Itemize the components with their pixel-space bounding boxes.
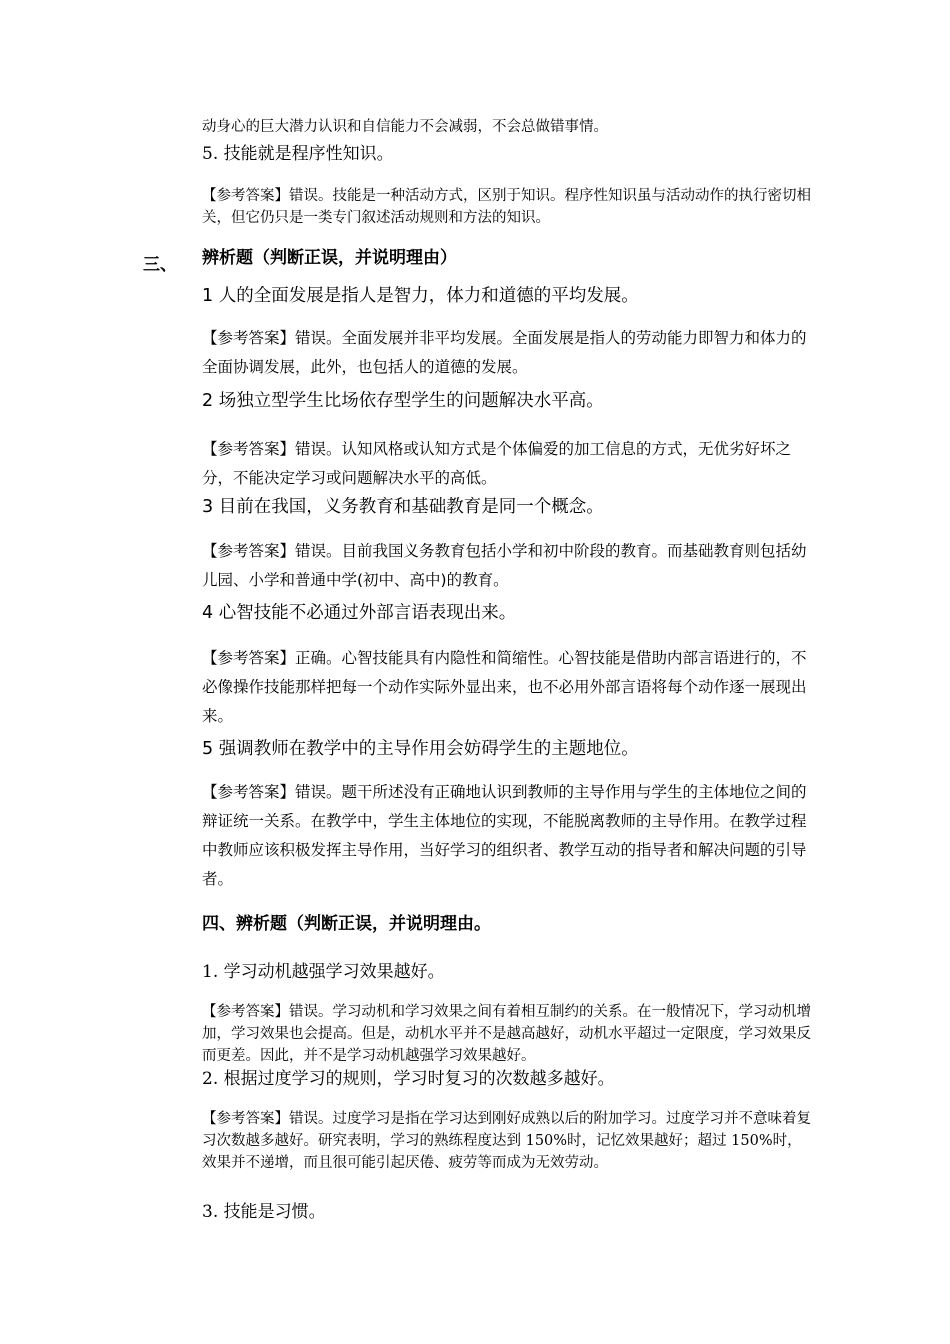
s3-question-2: 2 场独立型学生比场依存型学生的问题解决水平高。 [202,391,604,411]
section-4-title: 四、辨析题（判断正误，并说明理由。 [202,914,491,934]
s3-answer-1: 【参考答案】错误。全面发展并非平均发展。全面发展是指人的劳动能力即智力和体力的全面协调发展，此外，也包括人的道德的发展。 [202,329,807,376]
s4-question-2: 2. 根据过度学习的规则，学习时复习的次数越多越好。 [202,1069,615,1089]
continued-fragment: 动身心的巨大潜力认识和自信能力不会减弱，不会总做错事情。 [202,119,608,135]
section-3-title: 辨析题（判断正误，并说明理由） [202,248,457,268]
s4-question-3: 3. 技能是习惯。 [202,1202,326,1222]
section-3-number: 三、 [143,255,177,275]
s4-answer-1: 【参考答案】错误。学习动机和学习效果之间有着相互制约的关系。在一般情况下，学习动机增加，学习效果也会提高。但是，动机水平并不是越高越好，动机水平超过一定限度，学习效果反而更差。因此，并不是学习动机越强学习效果越好。 [202,1004,811,1064]
s3-answer-5: 【参考答案】错误。题干所述没有正确地认识到教师的主导作用与学生的主体地位之间的辩证统一关系。在教学中，学生主体地位的实现，不能脱离教师的主导作用。在教学过程中教师应该积极发挥主导作用，当好学习的组织者、教学互动的指导者和解决问题的引导者。 [202,783,807,888]
question-prev-5: 5. 技能就是程序性知识。 [202,144,394,164]
s4-answer-2: 【参考答案】错误。过度学习是指在学习达到刚好成熟以后的附加学习。过度学习并不意味着复习次数越多越好。研究表明，学习的熟练程度达到 150%时，记忆效果越好；超过 150%时，效果并不递增，而且很可能引起厌倦、疲劳等而成为无效劳动。 [202,1111,811,1171]
s3-question-4: 4 心智技能不必通过外部言语表现出来。 [202,603,517,623]
s3-answer-2: 【参考答案】错误。认知风格或认知方式是个体偏爱的加工信息的方式，无优劣好坏之分，不能决定学习或问题解决水平的高低。 [202,440,792,487]
s3-answer-4: 【参考答案】正确。心智技能具有内隐性和简缩性。心智技能是借助内部言语进行的，不必像操作技能那样把每一个动作实际外显出来，也不必用外部言语将每个动作逐一展现出来。 [202,649,807,725]
s3-question-5: 5 强调教师在教学中的主导作用会妨碍学生的主题地位。 [202,739,639,759]
s3-question-3: 3 目前在我国，义务教育和基础教育是同一个概念。 [202,497,604,517]
answer-prev-5: 【参考答案】错误。技能是一种活动方式，区别于知识。程序性知识虽与活动动作的执行密切相关，但它仍只是一类专门叙述活动规则和方法的知识。 [202,188,811,226]
s4-question-1: 1. 学习动机越强学习效果越好。 [202,962,445,982]
s3-question-1: 1 人的全面发展是指人是智力，体力和道德的平均发展。 [202,286,639,306]
s3-answer-3: 【参考答案】错误。目前我国义务教育包括小学和初中阶段的教育。而基础教育则包括幼儿园、小学和普通中学(初中、高中)的教育。 [202,542,807,589]
